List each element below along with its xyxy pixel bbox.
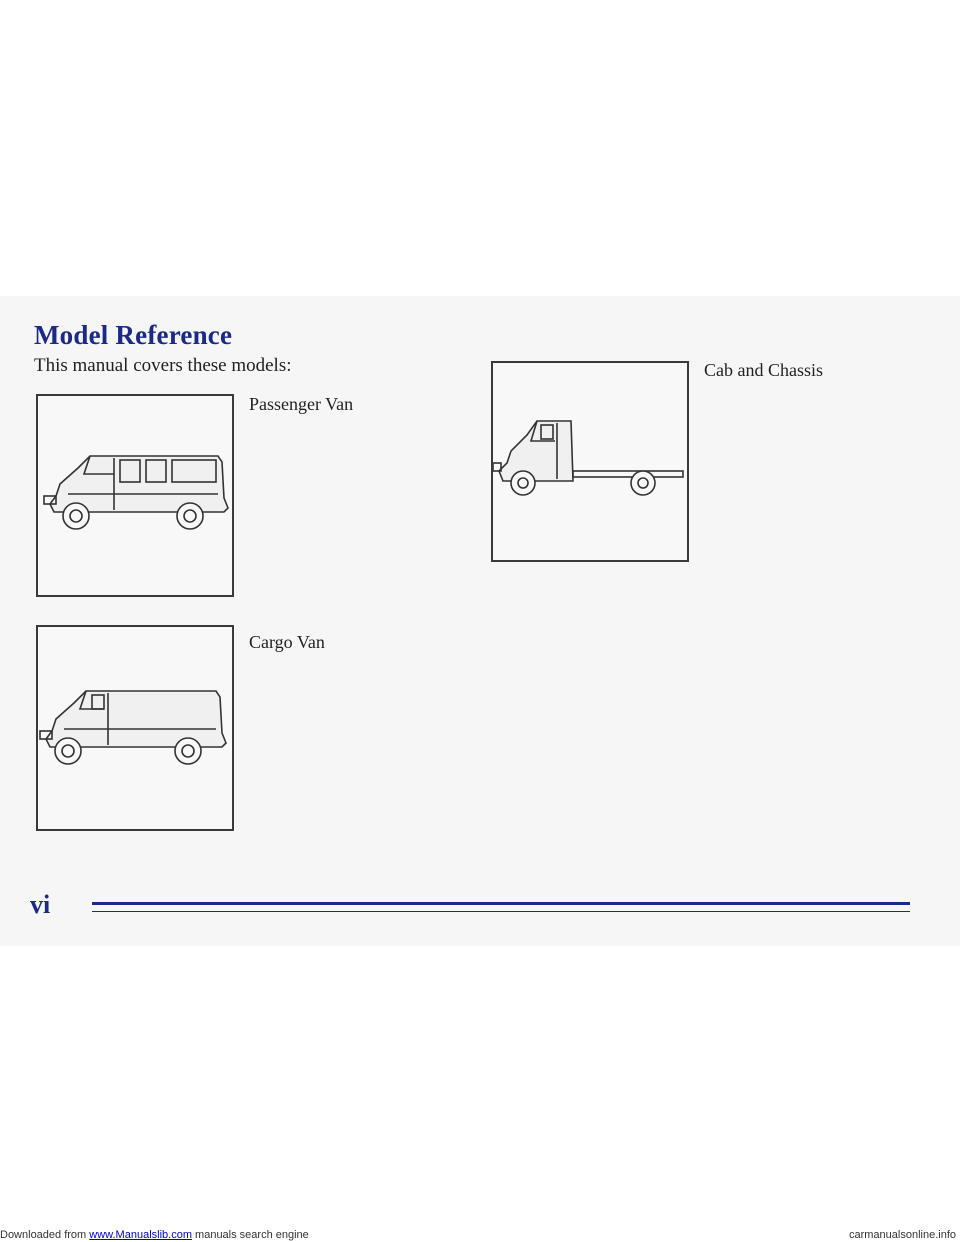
intro-text: This manual covers these models: — [34, 355, 292, 376]
passenger-van-icon — [38, 396, 232, 595]
footer-prefix: Downloaded from — [0, 1229, 90, 1241]
footer-rule-thin — [92, 911, 910, 912]
manualslib-link[interactable]: www.Manualslib.com — [89, 1229, 192, 1241]
cab-chassis-icon — [493, 363, 687, 560]
footer-rule-thick — [92, 902, 910, 905]
cab-chassis-label: Cab and Chassis — [704, 360, 823, 380]
cab-chassis-frame — [491, 361, 689, 562]
passenger-van-frame — [36, 394, 234, 597]
cargo-van-label: Cargo Van — [249, 632, 325, 652]
footer-right-watermark: carmanualsonline.info — [848, 1229, 956, 1241]
footer-suffix: manuals search engine — [191, 1229, 309, 1241]
download-footer — [0, 1229, 960, 1242]
passenger-van-label: Passenger Van — [249, 394, 354, 414]
cargo-van-icon — [38, 627, 232, 829]
page-number: vi — [30, 890, 51, 919]
page-title: Model Reference — [34, 320, 233, 350]
cargo-van-frame — [36, 625, 234, 831]
